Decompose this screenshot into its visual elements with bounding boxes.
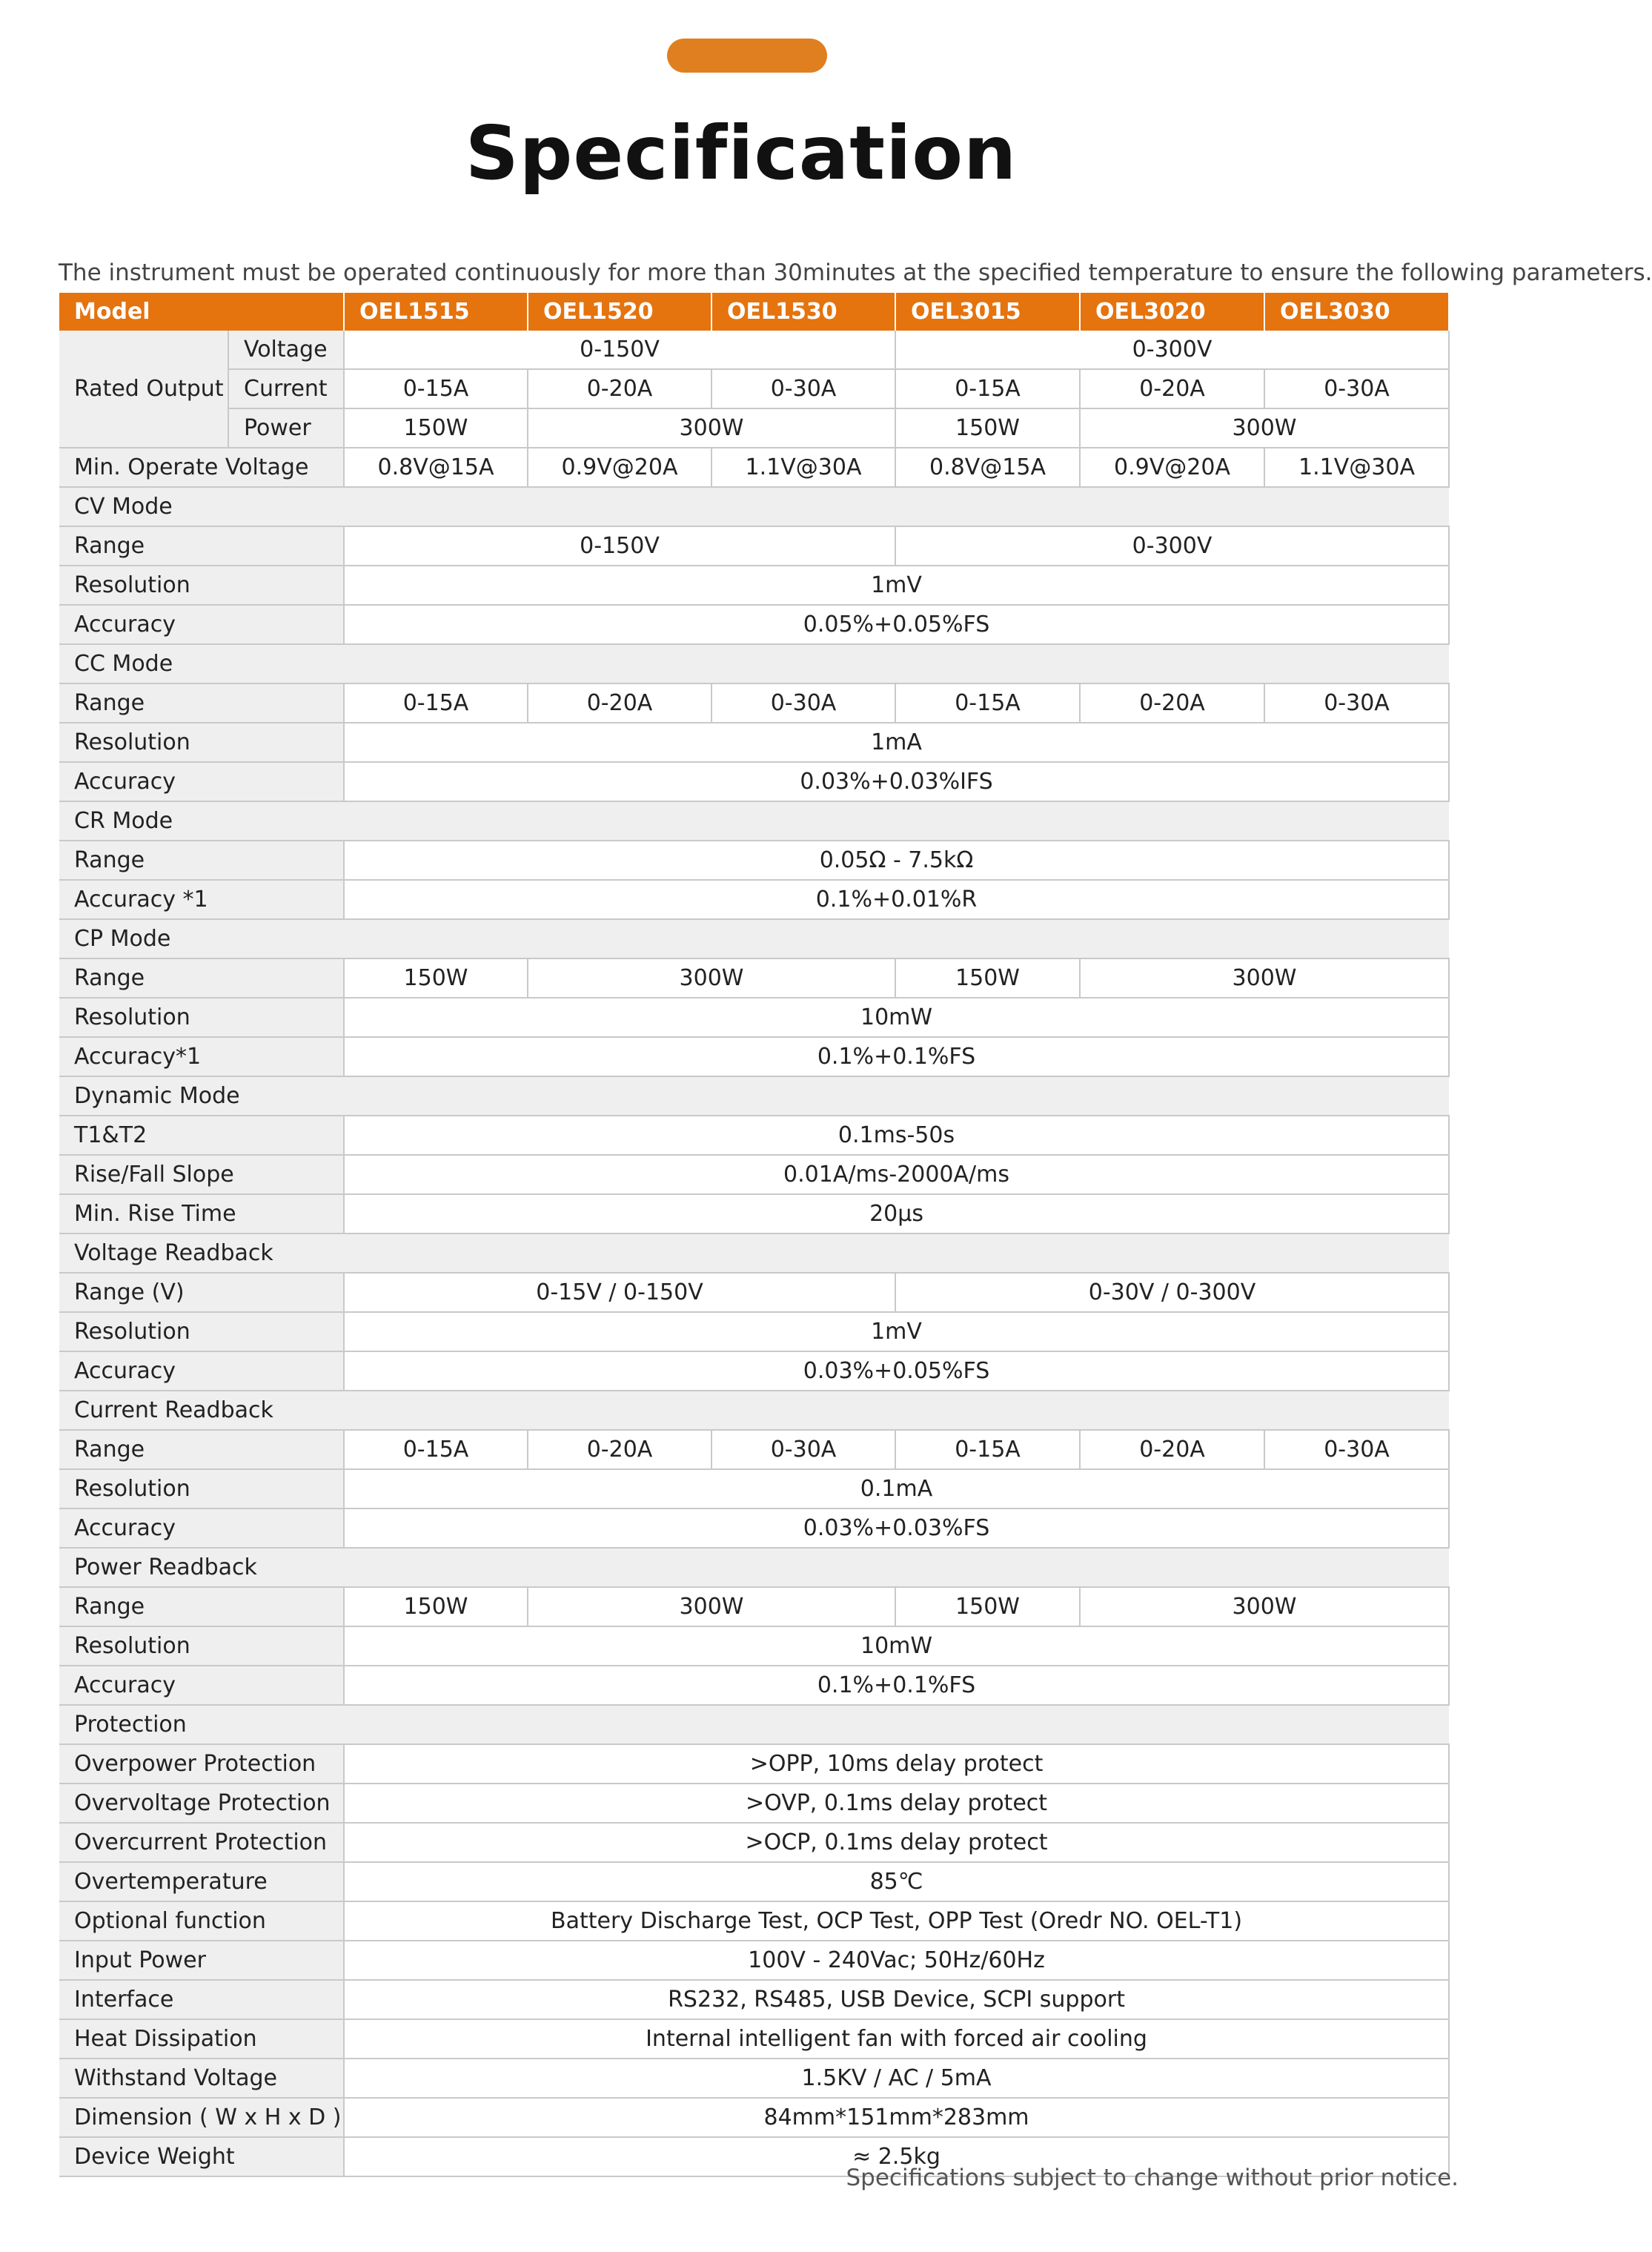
cell: 0.8V@15A xyxy=(344,448,528,487)
section-title: Voltage Readback xyxy=(59,1233,1449,1273)
cell: 150W xyxy=(344,408,528,448)
table-row xyxy=(59,841,1449,880)
section-title: Dynamic Mode xyxy=(59,1076,1449,1116)
cell: >OPP, 10ms delay protect xyxy=(344,1744,1449,1784)
table-row xyxy=(59,1155,1449,1194)
row-label: Resolution xyxy=(59,1312,344,1351)
footer-note: Specifications subject to change without prior notice. xyxy=(846,2165,1459,2191)
cell: 0-300V xyxy=(895,331,1449,369)
cell: 1.1V@30A xyxy=(711,448,895,487)
row-label: Accuracy xyxy=(59,762,344,801)
table-row xyxy=(59,958,1449,998)
cell: 10mW xyxy=(344,998,1449,1037)
table-row xyxy=(59,683,1449,723)
cell: 0-15A xyxy=(344,1430,528,1469)
cell: 0-30A xyxy=(711,369,895,408)
row-label: Device Weight xyxy=(59,2137,344,2176)
cell: 150W xyxy=(895,1587,1080,1626)
section-title: CC Mode xyxy=(59,644,1449,683)
row-label: Withstand Voltage xyxy=(59,2059,344,2098)
cell: RS232, RS485, USB Device, SCPI support xyxy=(344,1980,1449,2019)
table-row xyxy=(59,1744,1449,1784)
table-row xyxy=(59,723,1449,762)
cell: 20μs xyxy=(344,1194,1449,1233)
row-label: Input Power xyxy=(59,1941,344,1980)
cell: 0.1%+0.01%R xyxy=(344,880,1449,919)
table-row xyxy=(59,1312,1449,1351)
table-row xyxy=(59,1862,1449,1901)
table-row xyxy=(59,1194,1449,1233)
cell: 0-15A xyxy=(895,683,1080,723)
cell: 0.03%+0.03%IFS xyxy=(344,762,1449,801)
cell: 0-15A xyxy=(895,369,1080,408)
table-row xyxy=(59,1116,1449,1155)
cell: 0-30A xyxy=(1264,683,1449,723)
cell: >OCP, 0.1ms delay protect xyxy=(344,1823,1449,1862)
table-row xyxy=(59,1941,1449,1980)
table-row xyxy=(59,1626,1449,1666)
row-label: Interface xyxy=(59,1980,344,2019)
model-col: OEL1530 xyxy=(711,293,895,331)
row-label: Resolution xyxy=(59,1626,344,1666)
cell: 150W xyxy=(344,958,528,998)
cell: 0.1ms-50s xyxy=(344,1116,1449,1155)
cell: 1mV xyxy=(344,1312,1449,1351)
row-label: Min. Rise Time xyxy=(59,1194,344,1233)
cell: 0.1%+0.1%FS xyxy=(344,1037,1449,1076)
row-label: Range xyxy=(59,683,344,723)
cell: 0.01A/ms-2000A/ms xyxy=(344,1155,1449,1194)
cell: 0-15A xyxy=(895,1430,1080,1469)
section-row xyxy=(59,1233,1449,1273)
model-col: OEL3015 xyxy=(895,293,1080,331)
row-label: Dimension ( W x H x D ) xyxy=(59,2098,344,2137)
cell: 0-30A xyxy=(1264,1430,1449,1469)
cell: 84mm*151mm*283mm xyxy=(344,2098,1449,2137)
cell: 85℃ xyxy=(344,1862,1449,1901)
row-label: Range xyxy=(59,526,344,566)
table-row xyxy=(59,1273,1449,1312)
row-label: Resolution xyxy=(59,1469,344,1508)
cell: 0-30A xyxy=(711,683,895,723)
cell: 100V - 240Vac; 50Hz/60Hz xyxy=(344,1941,1449,1980)
cell: ≈ 2.5kg xyxy=(344,2137,1449,2176)
table-row xyxy=(59,1666,1449,1705)
cell: 1.5KV / AC / 5mA xyxy=(344,2059,1449,2098)
section-row xyxy=(59,1548,1449,1587)
section-title: CP Mode xyxy=(59,919,1449,958)
model-col: OEL3020 xyxy=(1080,293,1264,331)
table-row xyxy=(59,1901,1449,1941)
table-row xyxy=(59,1784,1449,1823)
cell: 0-15A xyxy=(344,369,528,408)
cell: 0-15A xyxy=(344,683,528,723)
model-col: OEL1515 xyxy=(344,293,528,331)
row-label: Accuracy xyxy=(59,1351,344,1391)
table-row xyxy=(59,998,1449,1037)
cell: >OVP, 0.1ms delay protect xyxy=(344,1784,1449,1823)
cell: 150W xyxy=(895,408,1080,448)
row-label: Range (V) xyxy=(59,1273,344,1312)
cell: 0-20A xyxy=(1080,369,1264,408)
cell: 0.8V@15A xyxy=(895,448,1080,487)
cell: 0.03%+0.03%FS xyxy=(344,1508,1449,1548)
cell: 0-150V xyxy=(344,331,895,369)
table-row xyxy=(59,1508,1449,1548)
table-row xyxy=(59,1823,1449,1862)
section-row xyxy=(59,487,1449,526)
cell: Internal intelligent fan with forced air cooling xyxy=(344,2019,1449,2059)
cell: 0-300V xyxy=(895,526,1449,566)
table-row xyxy=(59,369,1449,408)
table-row xyxy=(59,1980,1449,2019)
voltage-sublabel: Voltage xyxy=(228,331,344,369)
decorative-pill xyxy=(667,39,827,73)
cell: 150W xyxy=(344,1587,528,1626)
cell: 0-20A xyxy=(528,369,711,408)
cell: 300W xyxy=(528,958,895,998)
row-label: Overtemperature xyxy=(59,1862,344,1901)
row-label: Accuracy xyxy=(59,1508,344,1548)
cell: 300W xyxy=(1080,1587,1449,1626)
table-row xyxy=(59,2098,1449,2137)
cell: 0-30A xyxy=(1264,369,1449,408)
row-label: Resolution xyxy=(59,723,344,762)
cell: 0.9V@20A xyxy=(1080,448,1264,487)
header-row xyxy=(59,293,1449,331)
table-row xyxy=(59,526,1449,566)
row-label: Range xyxy=(59,958,344,998)
section-title: CV Mode xyxy=(59,487,1449,526)
table-row xyxy=(59,2059,1449,2098)
page-title: Specification xyxy=(465,110,1018,196)
section-title: CR Mode xyxy=(59,801,1449,841)
cell: 0.03%+0.05%FS xyxy=(344,1351,1449,1391)
cell: Battery Discharge Test, OCP Test, OPP Test (Oredr NO. OEL-T1) xyxy=(344,1901,1449,1941)
table-row xyxy=(59,1351,1449,1391)
table-row xyxy=(59,566,1449,605)
table-row xyxy=(59,408,1449,448)
cell: 0.05%+0.05%FS xyxy=(344,605,1449,644)
cell: 0-20A xyxy=(1080,1430,1264,1469)
cell: 150W xyxy=(895,958,1080,998)
row-label: Range xyxy=(59,841,344,880)
cell: 300W xyxy=(528,1587,895,1626)
row-label: Accuracy xyxy=(59,1666,344,1705)
section-row xyxy=(59,1391,1449,1430)
table-row xyxy=(59,605,1449,644)
cell: 0-20A xyxy=(528,683,711,723)
cell: 0-20A xyxy=(528,1430,711,1469)
section-row xyxy=(59,1705,1449,1744)
section-row xyxy=(59,1076,1449,1116)
model-label: Model xyxy=(59,293,344,331)
table-row xyxy=(59,448,1449,487)
cell: 0.9V@20A xyxy=(528,448,711,487)
cell: 0-20A xyxy=(1080,683,1264,723)
section-title: Power Readback xyxy=(59,1548,1449,1587)
row-label: Heat Dissipation xyxy=(59,2019,344,2059)
row-label: Resolution xyxy=(59,566,344,605)
rated-output-label: Rated Output xyxy=(59,331,228,448)
table-row xyxy=(59,1469,1449,1508)
row-label: T1&T2 xyxy=(59,1116,344,1155)
intro-note: The instrument must be operated continuously for more than 30minutes at the specified temperature to ensure the following parameters. xyxy=(59,259,1652,286)
table-row xyxy=(59,331,1449,369)
section-row xyxy=(59,919,1449,958)
section-title: Current Readback xyxy=(59,1391,1449,1430)
table-row xyxy=(59,1587,1449,1626)
cell: 1.1V@30A xyxy=(1264,448,1449,487)
model-col: OEL1520 xyxy=(528,293,711,331)
row-label: Range xyxy=(59,1430,344,1469)
current-sublabel: Current xyxy=(228,369,344,408)
section-row xyxy=(59,801,1449,841)
row-label: Optional function xyxy=(59,1901,344,1941)
row-label: Resolution xyxy=(59,998,344,1037)
table-row xyxy=(59,762,1449,801)
table-row xyxy=(59,1430,1449,1469)
row-label: Accuracy xyxy=(59,605,344,644)
row-label: Overvoltage Protection xyxy=(59,1784,344,1823)
cell: 0-30A xyxy=(711,1430,895,1469)
specification-table xyxy=(59,293,1450,2177)
cell: 0-150V xyxy=(344,526,895,566)
row-label: Min. Operate Voltage xyxy=(59,448,344,487)
cell: 0.1mA xyxy=(344,1469,1449,1508)
cell: 0-30V / 0-300V xyxy=(895,1273,1449,1312)
row-label: Rise/Fall Slope xyxy=(59,1155,344,1194)
power-sublabel: Power xyxy=(228,408,344,448)
table-row xyxy=(59,2019,1449,2059)
cell: 1mA xyxy=(344,723,1449,762)
cell: 0-15V / 0-150V xyxy=(344,1273,895,1312)
cell: 300W xyxy=(1080,408,1449,448)
section-title: Protection xyxy=(59,1705,1449,1744)
row-label: Overpower Protection xyxy=(59,1744,344,1784)
row-label: Accuracy *1 xyxy=(59,880,344,919)
section-row xyxy=(59,644,1449,683)
model-col: OEL3030 xyxy=(1264,293,1449,331)
cell: 300W xyxy=(1080,958,1449,998)
row-label: Range xyxy=(59,1587,344,1626)
table-row xyxy=(59,880,1449,919)
cell: 0.05Ω - 7.5kΩ xyxy=(344,841,1449,880)
cell: 10mW xyxy=(344,1626,1449,1666)
cell: 1mV xyxy=(344,566,1449,605)
row-label: Accuracy*1 xyxy=(59,1037,344,1076)
cell: 0.1%+0.1%FS xyxy=(344,1666,1449,1705)
row-label: Overcurrent Protection xyxy=(59,1823,344,1862)
cell: 300W xyxy=(528,408,895,448)
table-row xyxy=(59,1037,1449,1076)
